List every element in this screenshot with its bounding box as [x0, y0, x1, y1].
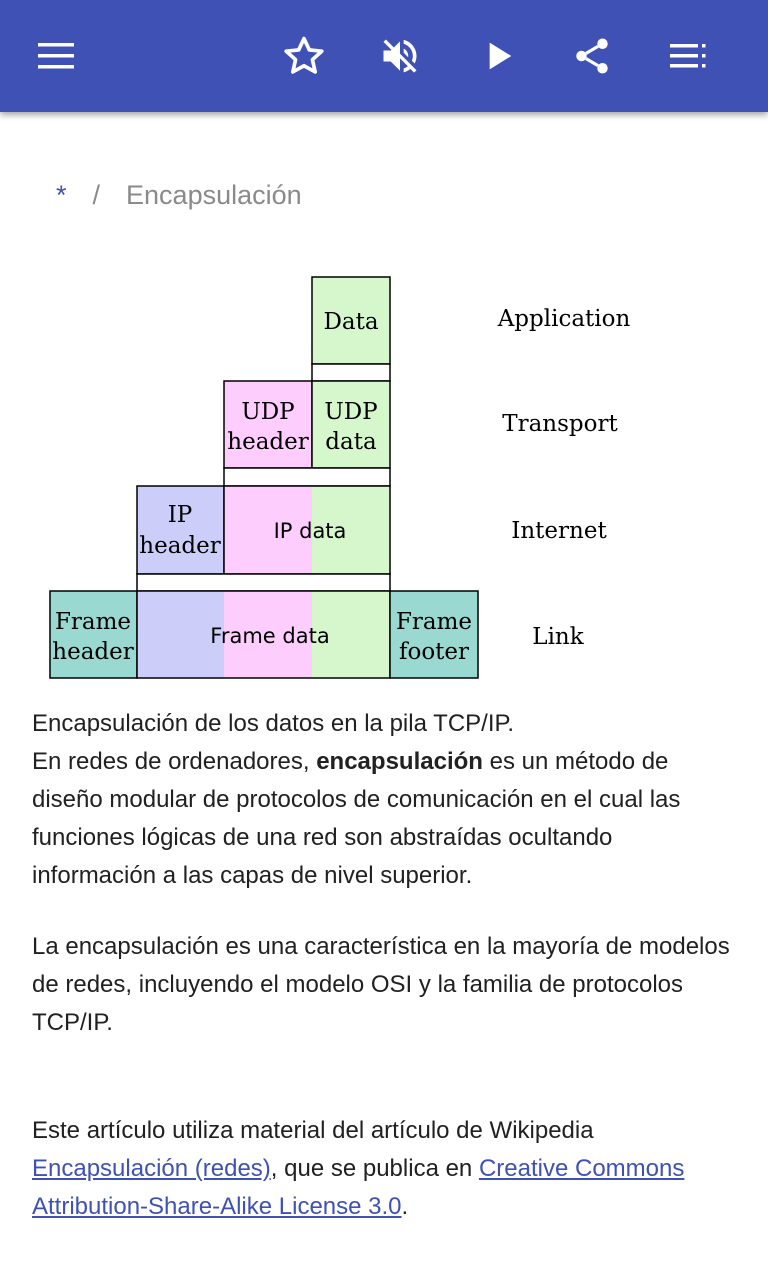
frame-header-label-2: header	[52, 639, 134, 665]
favorite-button[interactable]	[276, 28, 332, 84]
star-outline-icon	[282, 34, 326, 78]
layer-application: Application	[497, 306, 631, 332]
contents-button[interactable]	[660, 28, 716, 84]
mute-button[interactable]	[372, 28, 428, 84]
layer-link: Link	[532, 624, 584, 650]
breadcrumb	[56, 180, 302, 211]
layer-transport: Transport	[502, 411, 618, 437]
ip-header-label-2: header	[139, 533, 221, 559]
volume-off-icon	[378, 34, 422, 78]
attribution: Este artículo utiliza material del artículo de Wikipedia Encapsulación (redes), que se publica en Creative Commons Attribution-Share-Alike License 3.0.	[32, 1117, 685, 1220]
menu-button[interactable]	[28, 28, 84, 84]
breadcrumb-separator: /	[92, 180, 101, 210]
udp-header-label-1: UDP	[241, 399, 295, 425]
license-link[interactable]: Creative Commons Attribution-Share-Alike License 3.0	[32, 1155, 685, 1220]
ip-data-label: IP data	[273, 519, 347, 543]
frame-header-label-1: Frame	[54, 609, 132, 635]
share-icon	[571, 35, 613, 77]
udp-header-label-2: header	[227, 429, 309, 455]
breadcrumb-home-link[interactable]: *	[56, 180, 67, 210]
frame-footer-label-2: footer	[398, 639, 470, 665]
article-intro	[32, 705, 736, 895]
ip-header-label-1: IP	[167, 502, 193, 528]
menu-icon	[36, 41, 76, 71]
figure-caption: Encapsulación de los datos en la pila TCP/IP.	[32, 710, 515, 737]
paragraph-1: En redes de ordenadores, encapsulación es un método de diseño modular de protocolos de comunicación en el cual las funciones lógicas de una red son abstraídas ocultando información a las capas de nivel superior.	[32, 748, 681, 889]
share-button[interactable]	[564, 28, 620, 84]
encapsulation-diagram	[0, 268, 768, 684]
ip-header-box	[137, 486, 224, 574]
app-bar	[0, 0, 768, 112]
wikipedia-article-link[interactable]: Encapsulación (redes)	[32, 1155, 271, 1182]
play-button[interactable]	[470, 28, 526, 84]
breadcrumb-current: Encapsulación	[126, 180, 302, 210]
playlist-icon	[668, 41, 708, 71]
data-label: Data	[323, 309, 379, 335]
layer-internet: Internet	[511, 518, 607, 544]
udp-data-label-1: UDP	[324, 399, 378, 425]
bold-term: encapsulación	[316, 748, 483, 775]
play-icon	[478, 36, 518, 76]
frame-data-label: Frame data	[210, 624, 330, 648]
paragraph-2: La encapsulación es una característica en la mayoría de modelos de redes, incluyendo el modelo OSI y la familia de protocolos TCP/IP.	[32, 933, 730, 1036]
frame-footer-label-1: Frame	[395, 609, 473, 635]
udp-data-label-2: data	[325, 429, 377, 455]
